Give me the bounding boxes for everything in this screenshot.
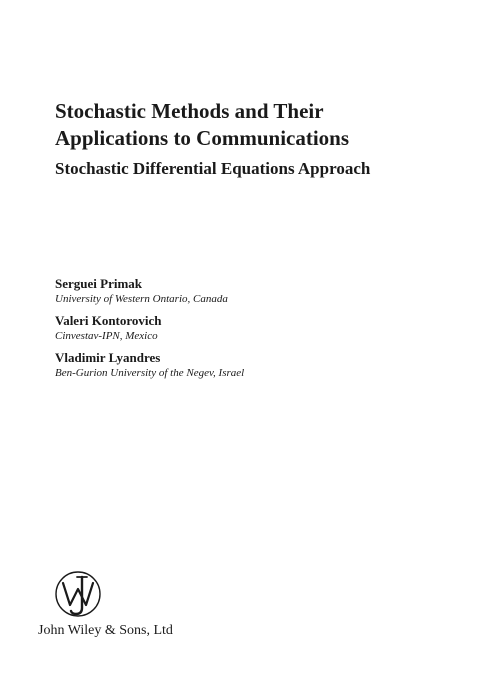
author-entry	[55, 275, 455, 306]
author-name: Serguei Primak	[55, 276, 143, 291]
book-subtitle: Stochastic Differential Equations Approach	[55, 159, 371, 178]
author-list	[55, 275, 455, 386]
author-name: Valeri Kontorovich	[55, 313, 162, 328]
book-title-line-2: Applications to Communications	[55, 126, 350, 150]
author-affiliation: Cinvestav-IPN, Mexico	[55, 330, 158, 342]
author-entry	[55, 349, 455, 380]
wiley-logo-icon	[52, 568, 104, 620]
title-block	[55, 98, 465, 180]
publisher-block	[38, 568, 338, 640]
book-title-line-1: Stochastic Methods and Their	[55, 99, 324, 123]
author-affiliation: Ben-Gurion University of the Negev, Israel	[55, 367, 245, 379]
publisher-name: John Wiley & Sons, Ltd	[38, 623, 173, 638]
author-entry	[55, 312, 455, 343]
author-name: Vladimir Lyandres	[55, 350, 161, 365]
author-affiliation: University of Western Ontario, Canada	[55, 293, 228, 305]
